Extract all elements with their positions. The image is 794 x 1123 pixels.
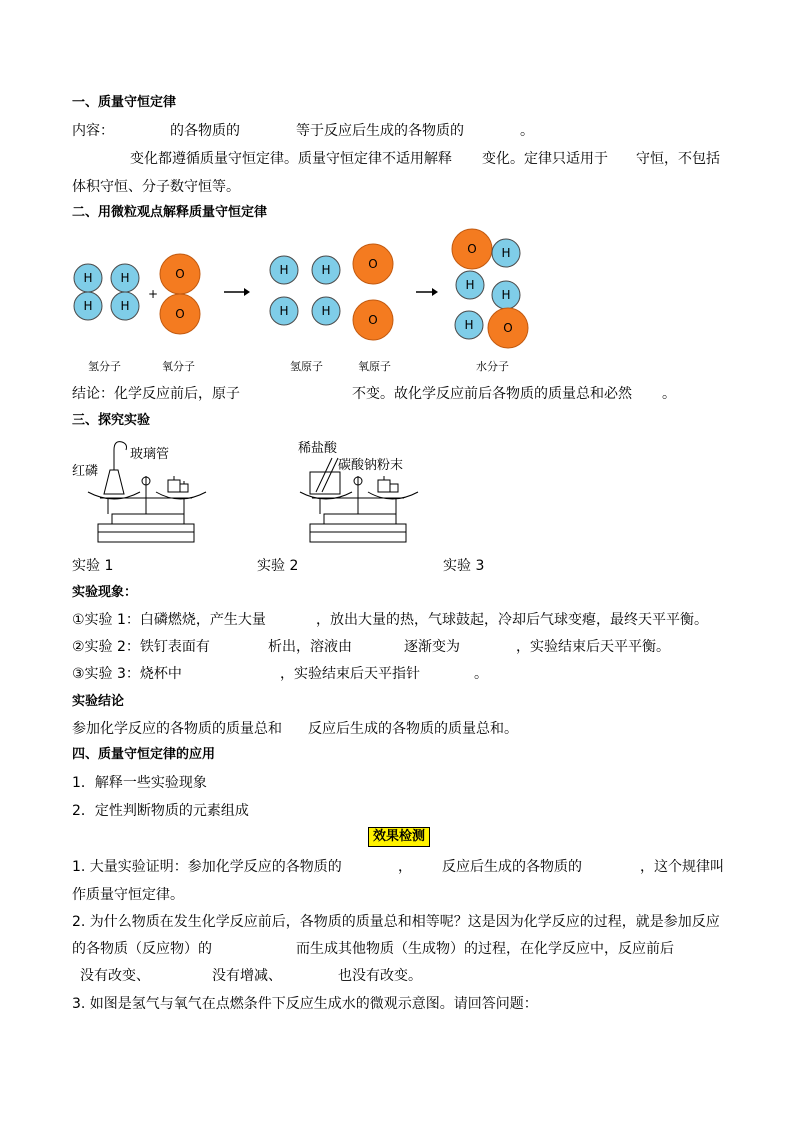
- s1-line2-c: 守恒，不包括: [636, 151, 720, 167]
- s1-line2-b: 变化。定律只适用于: [482, 151, 608, 167]
- experiment-conclusion-b: 反应后生成的各物质的质量总和。: [308, 721, 518, 737]
- application-item-2: 2．定性判断物质的元素组成: [72, 803, 249, 819]
- plus-sign: +: [148, 287, 159, 301]
- question-1-b: ，: [398, 859, 412, 875]
- arrow-right-icon: [224, 288, 250, 296]
- question-2-e: 没有增减、: [212, 968, 282, 984]
- phenomenon-3-b: ，实验结束后天平指针: [280, 666, 420, 682]
- hydrogen-molecule: [111, 264, 139, 320]
- label-hydrogen-atom: 氢原子: [290, 360, 323, 373]
- experiment-1-label: 实验 1: [72, 558, 114, 574]
- question-1-e: 作质量守恒定律。: [72, 887, 184, 903]
- svg-text:H: H: [501, 288, 511, 302]
- phenomenon-2-c: 逐渐变为: [404, 639, 460, 655]
- effect-check-badge: 效果检测: [368, 827, 430, 847]
- fig1-glass-tube-label: 玻璃管: [130, 447, 170, 462]
- question-2-b: 的各物质（反应物）的: [72, 941, 212, 957]
- phenomenon-2-a: ②实验 2：铁钉表面有: [72, 639, 210, 655]
- section4-heading: 四、质量守恒定律的应用: [72, 747, 216, 762]
- section1-heading: 一、质量守恒定律: [72, 95, 177, 110]
- hydrogen-molecule: [74, 264, 102, 320]
- fig2-dilute-acid-label: 稀盐酸: [298, 441, 338, 456]
- phenomenon-2-b: 析出，溶液由: [268, 639, 352, 655]
- fig1-red-phosphorus-label: 红磷: [72, 464, 99, 479]
- question-1-c: 反应后生成的各物质的: [442, 859, 582, 875]
- oxygen-molecule: [160, 254, 200, 334]
- oxygen-atoms: [353, 244, 393, 340]
- svg-text:O: O: [503, 321, 513, 335]
- question-2-a: 2. 为什么物质在发生化学反应前后，各物质的质量总和相等呢？这是因为化学反应的过程，就是参加反应: [72, 914, 720, 930]
- s1-line2-a: 变化都遵循质量守恒定律。质量守恒定律不适用解释: [130, 151, 452, 167]
- svg-text:H: H: [120, 299, 130, 313]
- conclusion-heading: 实验结论: [72, 694, 125, 709]
- svg-text:H: H: [321, 304, 331, 318]
- question-2-f: 也没有改变。: [338, 968, 422, 984]
- application-item-1: 1．解释一些实验现象: [72, 775, 207, 791]
- experiment-3-label: 实验 3: [443, 558, 485, 574]
- section3-heading: 三、探究实验: [72, 413, 151, 428]
- experiment-conclusion-a: 参加化学反应的各物质的质量总和: [72, 721, 282, 737]
- fig2-powder-label: 碳酸钠粉末: [338, 458, 404, 473]
- svg-text:H: H: [279, 263, 289, 277]
- section2-heading: 二、用微粒观点解释质量守恒定律: [72, 205, 268, 220]
- svg-text:H: H: [83, 271, 93, 285]
- question-1-d: ，这个规律叫: [640, 859, 724, 875]
- content-text-b: 等于反应后生成的各物质的: [296, 123, 464, 139]
- svg-text:H: H: [465, 278, 475, 292]
- question-3: 3. 如图是氢气与氧气在点燃条件下反应生成水的微观示意图。请回答问题：: [72, 996, 538, 1012]
- svg-text:O: O: [175, 307, 185, 321]
- svg-text:H: H: [83, 299, 93, 313]
- question-2-c: 而生成其他物质（生成物）的过程，在化学反应中，反应前后: [296, 941, 674, 957]
- phenomenon-2-d: ，实验结束后天平平衡。: [516, 639, 670, 655]
- question-2-d: 没有改变、: [80, 968, 150, 984]
- label-hydrogen-molecule: 氢分子: [88, 360, 121, 373]
- svg-text:H: H: [464, 318, 474, 332]
- svg-text:H: H: [501, 246, 511, 260]
- phenomenon-1-b: ，放出大量的热，气球鼓起，冷却后气球变瘪，最终天平平衡。: [316, 612, 708, 628]
- question-1-a: 1. 大量实验证明：参加化学反应的各物质的: [72, 859, 342, 875]
- svg-text:O: O: [175, 267, 185, 281]
- particle-diagram: [60, 222, 620, 382]
- phenomenon-3-end: 。: [474, 666, 488, 682]
- label-oxygen-molecule: 氧分子: [162, 360, 195, 373]
- s2-conclusion-b: 不变。故化学反应前后各物质的质量总和必然: [352, 386, 632, 402]
- phenomenon-1-a: ①实验 1：白磷燃烧，产生大量: [72, 612, 266, 628]
- svg-text:H: H: [321, 263, 331, 277]
- s2-conclusion-a: 结论：化学反应前后，原子: [72, 386, 240, 402]
- svg-text:O: O: [368, 313, 378, 327]
- label-water-molecule: 水分子: [476, 360, 509, 373]
- svg-text:O: O: [368, 257, 378, 271]
- s1-line3: 体积守恒、分子数守恒等。: [72, 179, 240, 195]
- phenomenon-3-a: ③实验 3：烧杯中: [72, 666, 182, 682]
- content-text-a: 的各物质的: [170, 123, 240, 139]
- svg-text:O: O: [467, 242, 477, 256]
- hydrogen-atoms: [270, 256, 340, 325]
- svg-text:H: H: [279, 304, 289, 318]
- svg-text:H: H: [120, 271, 130, 285]
- content-label: 内容：: [72, 123, 114, 139]
- arrow-right-icon: [416, 288, 438, 296]
- s2-conclusion-end: 。: [662, 386, 676, 402]
- content-end: 。: [520, 123, 534, 139]
- phenomena-heading: 实验现象：: [72, 585, 138, 600]
- experiment-2-label: 实验 2: [257, 558, 299, 574]
- label-oxygen-atom: 氧原子: [358, 360, 391, 373]
